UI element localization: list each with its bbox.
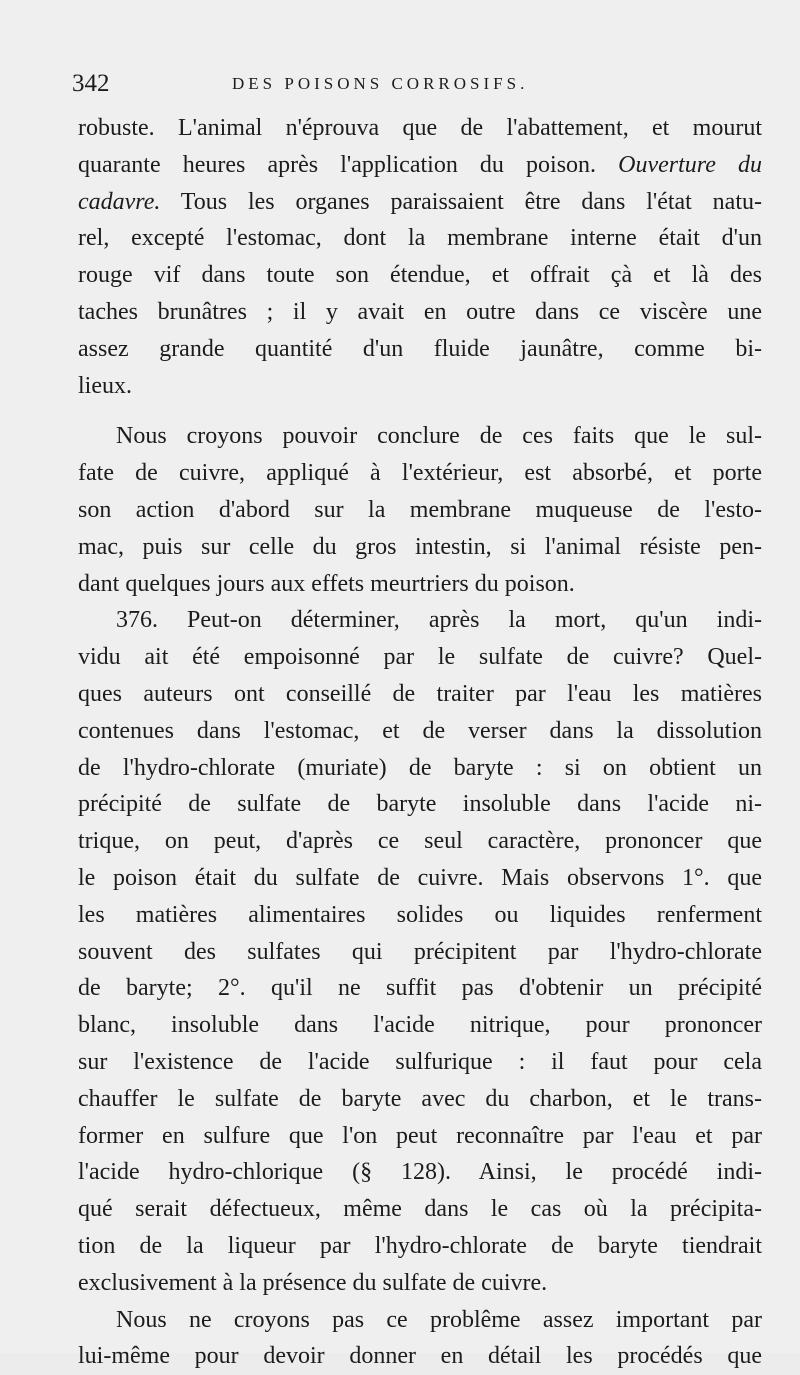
- page-number: 342: [72, 70, 110, 98]
- text-line: de l'hydro-chlorate (muriate) de baryte : si on obtient un: [78, 750, 762, 787]
- text-line: qué serait défectueux, même dans le cas où la précipita-: [78, 1191, 762, 1228]
- text-line: souvent des sulfates qui précipitent par l'hydro-chlorate: [78, 934, 762, 971]
- paragraph-4: [78, 1302, 762, 1375]
- text-line: son action d'abord sur la membrane muqueuse de l'esto-: [78, 492, 762, 529]
- text-line: sur l'existence de l'acide sulfurique : il faut pour cela: [78, 1044, 762, 1081]
- text-line: vidu ait été empoisonné par le sulfate de cuivre? Quel-: [78, 639, 762, 676]
- text-line: les matières alimentaires solides ou liquides renferment: [78, 897, 762, 934]
- text-line: trique, on peut, d'après ce seul caractère, prononcer que: [78, 823, 762, 860]
- text-line: rel, excepté l'estomac, dont la membrane interne était d'un: [78, 220, 762, 257]
- paragraph-1: [78, 110, 762, 404]
- paragraph-2: [78, 418, 762, 602]
- text-line: cadavre. Tous les organes paraissaient être dans l'état natu-: [78, 184, 762, 221]
- text-line: assez grande quantité d'un fluide jaunâtre, comme bi-: [78, 331, 762, 368]
- text-line: exclusivement à la présence du sulfate de cuivre.: [78, 1265, 762, 1302]
- paragraph-section-376: [78, 602, 762, 1301]
- text-line: précipité de sulfate de baryte insoluble dans l'acide ni-: [78, 786, 762, 823]
- text-line: dant quelques jours aux effets meurtriers du poison.: [78, 566, 762, 603]
- text-line: l'acide hydro-chlorique (§ 128). Ainsi, le procédé indi-: [78, 1154, 762, 1191]
- text-line: robuste. L'animal n'éprouva que de l'abattement, et mourut: [78, 110, 762, 147]
- text-line: ques auteurs ont conseillé de traiter par l'eau les matières: [78, 676, 762, 713]
- text-line: lieux.: [78, 368, 762, 405]
- text-line: de baryte; 2°. qu'il ne suffit pas d'obtenir un précipité: [78, 970, 762, 1007]
- body-text: [78, 110, 762, 1375]
- text-line: chauffer le sulfate de baryte avec du charbon, et le trans-: [78, 1081, 762, 1118]
- text-line: blanc, insoluble dans l'acide nitrique, pour prononcer: [78, 1007, 762, 1044]
- text-line: tion de la liqueur par l'hydro-chlorate de baryte tiendrait: [78, 1228, 762, 1265]
- text-line: Nous ne croyons pas ce problême assez important par: [78, 1302, 762, 1339]
- text-line: quarante heures après l'application du poison. Ouverture du: [78, 147, 762, 184]
- running-head: DES POISONS CORROSIFS.: [232, 74, 528, 94]
- text-line: lui-même pour devoir donner en détail les procédés que: [78, 1338, 762, 1375]
- text-line: rouge vif dans toute son étendue, et offrait çà et là des: [78, 257, 762, 294]
- text-line: fate de cuivre, appliqué à l'extérieur, est absorbé, et porte: [78, 455, 762, 492]
- text-line: mac, puis sur celle du gros intestin, si l'animal résiste pen-: [78, 529, 762, 566]
- text-line: le poison était du sulfate de cuivre. Mais observons 1°. que: [78, 860, 762, 897]
- page-header: [72, 70, 762, 104]
- text-line: contenues dans l'estomac, et de verser dans la dissolution: [78, 713, 762, 750]
- text-line: former en sulfure que l'on peut reconnaître par l'eau et par: [78, 1118, 762, 1155]
- text-line: taches brunâtres ; il y avait en outre dans ce viscère une: [78, 294, 762, 331]
- text-line: 376. Peut-on déterminer, après la mort, qu'un indi-: [78, 602, 762, 639]
- text-line: Nous croyons pouvoir conclure de ces faits que le sul-: [78, 418, 762, 455]
